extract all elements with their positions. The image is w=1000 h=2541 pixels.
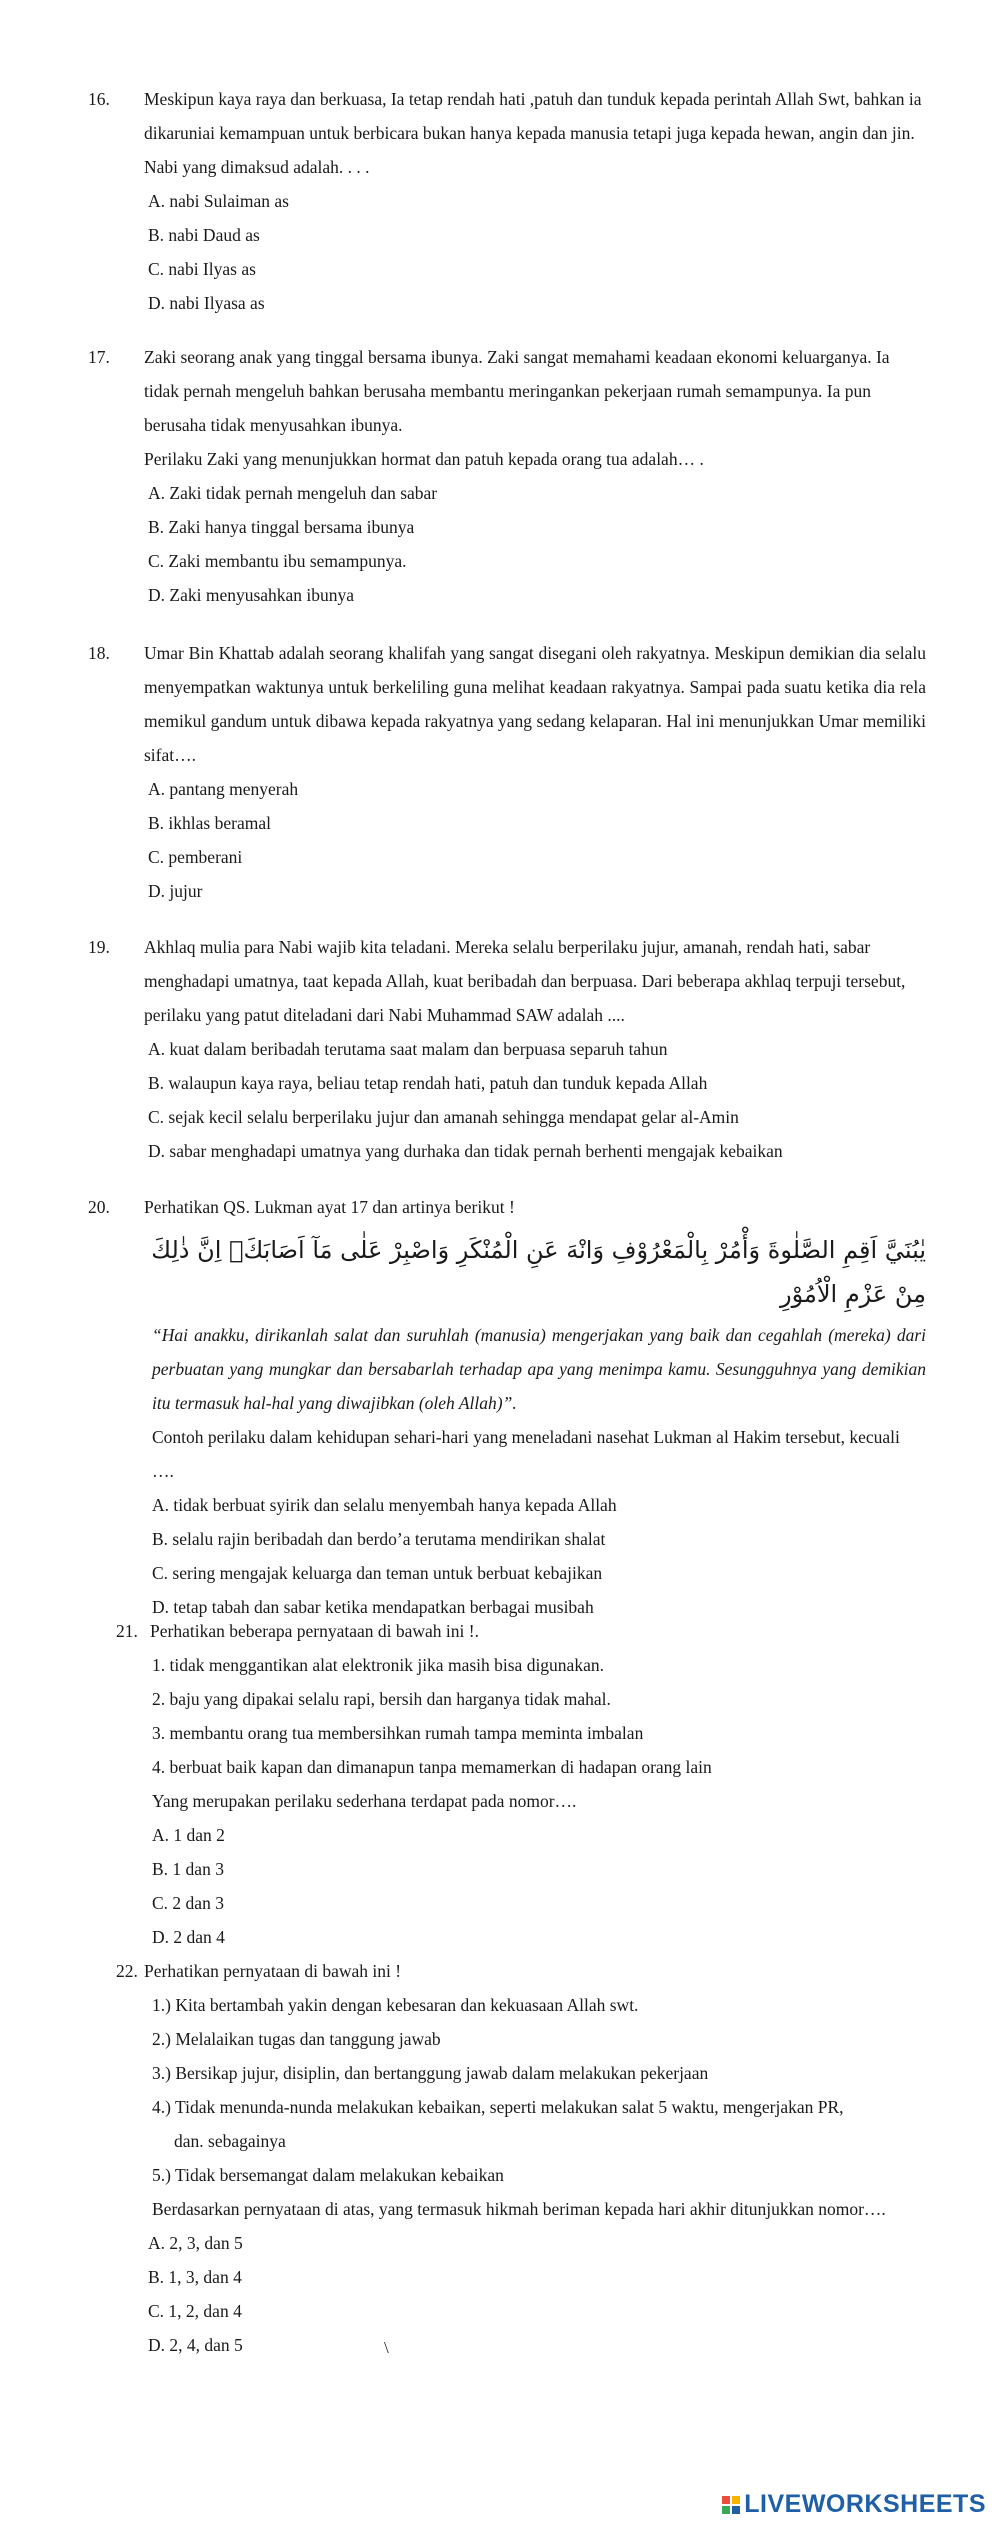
logo-square-blue xyxy=(732,2506,740,2514)
question-text: Umar Bin Khattab adalah seorang khalifah yang sangat disegani oleh rakyatnya. Meskipun demikian dia selalu menyempatkan waktunya untuk berkeliling guna melihat keadaan rakyatnya. Sampai pada suatu ketika dia rela memikul gandum untuk dibawa kepada rakyatnya yang sedang kelaparan. Hal ini menunjukkan Umar memiliki sifat…. xyxy=(144,643,926,765)
statement-4: 4. berbuat baik kapan dan dimanapun tanpa memamerkan di hadapan orang lain xyxy=(152,1757,712,1777)
logo-square-red xyxy=(722,2496,730,2504)
options-list xyxy=(116,1818,926,1954)
option-a[interactable]: A. 2, 3, dan 5 xyxy=(148,2233,243,2253)
question-stem xyxy=(88,930,926,1032)
statement-3: 3. membantu orang tua membersihkan rumah tampa meminta imbalan xyxy=(152,1723,644,1743)
option-b[interactable]: B. 1 dan 3 xyxy=(152,1859,224,1879)
question-17 xyxy=(88,340,926,612)
logo-square-green xyxy=(722,2506,730,2514)
question-text: Perhatikan QS. Lukman ayat 17 dan artinya berikut ! xyxy=(144,1197,515,1217)
statements-list xyxy=(116,1988,926,2192)
option-c[interactable]: C. 2 dan 3 xyxy=(152,1893,224,1913)
statement-3: 3.) Bersikap jujur, disiplin, dan bertanggung jawab dalam melakukan pekerjaan xyxy=(152,2063,709,2083)
option-c[interactable]: C. sejak kecil selalu berperilaku jujur dan amanah sehingga mendapat gelar al-Amin xyxy=(148,1107,739,1127)
verse-translation: “Hai anakku, dirikanlah salat dan suruhlah (manusia) mengerjakan yang baik dan cegahlah (mereka) dari perbuatan yang mungkar dan bersabarlah terhadap apa yang menimpa kamu. Sesungguhnya yang demikian itu termasuk hal-hal yang diwajibkan (oleh Allah)”. xyxy=(152,1325,926,1413)
option-a[interactable]: A. Zaki tidak pernah mengeluh dan sabar xyxy=(148,483,438,503)
statement-4 xyxy=(152,2090,926,2158)
question-prompt: Yang merupakan perilaku sederhana terdapat pada nomor…. xyxy=(152,1791,577,1811)
options-list xyxy=(116,2226,926,2362)
option-c[interactable]: C. 1, 2, dan 4 xyxy=(148,2301,242,2321)
statement-4-continued: dan. sebagainya xyxy=(174,2131,286,2151)
question-stem xyxy=(88,1190,926,1224)
option-c[interactable]: C. nabi Ilyas as xyxy=(148,259,256,279)
statement-4-text: 4.) Tidak menunda-nunda melakukan kebaikan, seperti melakukan salat 5 waktu, mengerjakan PR, xyxy=(152,2097,844,2117)
question-prompt: Perilaku Zaki yang menunjukkan hormat dan patuh kepada orang tua adalah… . xyxy=(144,449,704,469)
question-stem xyxy=(88,340,926,442)
logo-text: LIVEWORKSHEETS xyxy=(744,2490,986,2518)
option-b[interactable]: B. 1, 3, dan 4 xyxy=(148,2267,242,2287)
logo-mark-icon xyxy=(722,2496,740,2514)
option-a[interactable]: A. pantang menyerah xyxy=(148,779,299,799)
question-number: 16. xyxy=(88,89,110,109)
option-c[interactable]: C. Zaki membantu ibu semampunya. xyxy=(148,551,407,571)
question-text: Perhatikan pernyataan di bawah ini ! xyxy=(144,1961,402,1981)
question-number: 22. xyxy=(116,1961,138,1981)
question-22 xyxy=(116,1954,926,2362)
statement-1: 1.) Kita bertambah yakin dengan kebesaran dan kekuasaan Allah swt. xyxy=(152,1995,639,2015)
question-text: Zaki seorang anak yang tinggal bersama ibunya. Zaki sangat memahami keadaan ekonomi keluarganya. Ia tidak pernah mengeluh bahkan berusaha membantu meringankan pekerjaan rumah semampunya. Ia pun berusaha tidak menyusahkan ibunya. xyxy=(144,347,890,435)
option-c[interactable]: C. pemberani xyxy=(148,847,243,867)
question-19 xyxy=(88,930,926,1168)
option-b[interactable]: B. ikhlas beramal xyxy=(148,813,271,833)
question-number: 19. xyxy=(88,937,110,957)
option-a[interactable]: A. 1 dan 2 xyxy=(152,1825,225,1845)
option-a[interactable]: A. kuat dalam beribadah terutama saat malam dan berpuasa separuh tahun xyxy=(148,1039,668,1059)
question-number: 17. xyxy=(88,347,110,367)
option-d[interactable]: D. 2, 4, dan 5 xyxy=(148,2335,243,2355)
option-d[interactable]: D. 2 dan 4 xyxy=(152,1927,225,1947)
question-stem xyxy=(116,1614,926,1648)
option-a[interactable]: A. tidak berbuat syirik dan selalu menyembah hanya kepada Allah xyxy=(152,1495,617,1515)
logo-square-yellow xyxy=(732,2496,740,2504)
option-b[interactable]: B. walaupun kaya raya, beliau tetap rendah hati, patuh dan tunduk kepada Allah xyxy=(148,1073,708,1093)
option-d[interactable]: D. jujur xyxy=(148,881,203,901)
question-number: 18. xyxy=(88,643,110,663)
question-stem xyxy=(88,82,926,184)
question-number: 20. xyxy=(88,1197,110,1217)
question-prompt: Contoh perilaku dalam kehidupan sehari-hari yang meneladani nasehat Lukman al Hakim tersebut, kecuali …. xyxy=(152,1427,900,1481)
question-text: Perhatikan beberapa pernyataan di bawah ini !. xyxy=(150,1621,479,1641)
stray-mark: \ xyxy=(384,2338,389,2357)
question-text: Meskipun kaya raya dan berkuasa, Ia tetap rendah hati ,patuh dan tunduk kepada perintah Allah Swt, bahkan ia dikaruniai kemampuan untuk berbicara bukan hanya kepada manusia tetapi juga kepada hewan, angin dan jin. Nabi yang dimaksud adalah. . . . xyxy=(144,89,922,177)
statement-2: 2.) Melalaikan tugas dan tanggung jawab xyxy=(152,2029,441,2049)
question-18 xyxy=(88,636,926,908)
options-list xyxy=(116,1032,926,1168)
question-16 xyxy=(88,82,926,320)
option-a[interactable]: A. nabi Sulaiman as xyxy=(148,191,289,211)
question-prompt: Berdasarkan pernyataan di atas, yang termasuk hikmah beriman kepada hari akhir ditunjukkan nomor…. xyxy=(152,2199,886,2219)
option-b[interactable]: B. nabi Daud as xyxy=(148,225,260,245)
statements-list xyxy=(116,1648,926,1784)
question-stem xyxy=(88,636,926,772)
question-20 xyxy=(88,1190,926,1624)
options-list xyxy=(116,476,926,612)
option-d[interactable]: D. tetap tabah dan sabar ketika mendapatkan berbagai musibah xyxy=(152,1597,594,1617)
options-list xyxy=(116,772,926,908)
statement-2: 2. baju yang dipakai selalu rapi, bersih dan harganya tidak mahal. xyxy=(152,1689,611,1709)
question-21 xyxy=(116,1614,926,1954)
liveworksheets-logo[interactable] xyxy=(722,2490,986,2519)
option-d[interactable]: D. nabi Ilyasa as xyxy=(148,293,265,313)
options-list xyxy=(116,184,926,320)
option-c[interactable]: C. sering mengajak keluarga dan teman untuk berbuat kebajikan xyxy=(152,1563,603,1583)
option-b[interactable]: B. selalu rajin beribadah dan berdo’a terutama mendirikan shalat xyxy=(152,1529,606,1549)
question-text: Akhlaq mulia para Nabi wajib kita teladani. Mereka selalu berperilaku jujur, amanah, rendah hati, sabar menghadapi umatnya, taat kepada Allah, kuat beribadah dan berpuasa. Dari beberapa akhlaq terpuji tersebut, perilaku yang patut diteladani dari Nabi Muhammad SAW adalah .... xyxy=(144,937,906,1025)
statement-5: 5.) Tidak bersemangat dalam melakukan kebaikan xyxy=(152,2165,504,2185)
statement-1: 1. tidak menggantikan alat elektronik jika masih bisa digunakan. xyxy=(152,1655,604,1675)
option-d[interactable]: D. sabar menghadapi umatnya yang durhaka dan tidak pernah berhenti mengajak kebaikan xyxy=(148,1141,783,1161)
question-number: 21. xyxy=(116,1621,138,1641)
question-stem xyxy=(116,1954,926,1988)
arabic-verse: يٰبُنَيَّ اَقِمِ الصَّلٰوةَ وَأْمُرْ بِالْمَعْرُوْفِ وَانْهَ عَنِ الْمُنْكَرِ وَاصْبِرْ عَلٰى مَآ اَصَابَكَۗ اِنَّ ذٰلِكَ مِنْ عَزْمِ الْاُمُوْرِ xyxy=(151,1236,926,1308)
option-d[interactable]: D. Zaki menyusahkan ibunya xyxy=(148,585,355,605)
option-b[interactable]: B. Zaki hanya tinggal bersama ibunya xyxy=(148,517,415,537)
options-list xyxy=(116,1488,926,1624)
